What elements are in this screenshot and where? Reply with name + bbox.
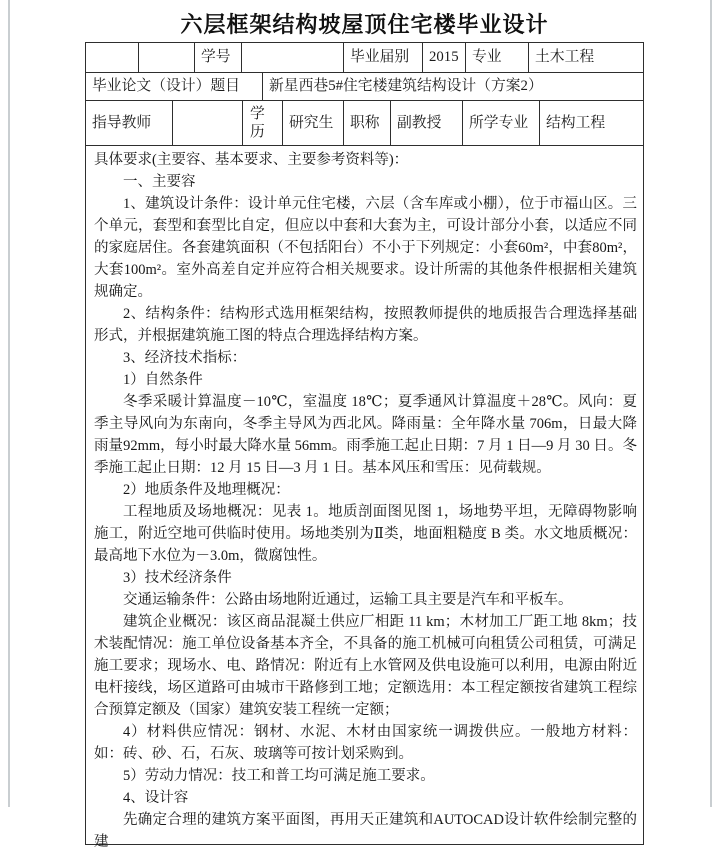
- graduation-class-label: 毕业届别: [344, 43, 423, 72]
- requirement-paragraph: 1、建筑设计条件：设计单元住宅楼，六层（含车库或小棚），位于市福山区。三个单元，套型和套型比自定，但应以中套和大套为主，可设计部分小套，以适应不同的家庭居住。各套建筑面积（不包括阳台）不小于下列规定：小套60m²，中套80m²，大套100m²。室外高差自定并应符合相关规要求。设计所需的其他条件根据相关建筑规确定。: [94, 196, 637, 300]
- requirement-paragraph: 2）地质条件及地理概况：: [123, 482, 290, 498]
- requirement-paragraph: 工程地质及场地概况：见表 1。地质剖面图见图 1，场地势平坦，无障碍物影响施工，附近空地可供临时使用。场地类别为Ⅱ类，地面粗糙度 B 类。水文地质概况：最高地下水位为－3.0m，微腐蚀性。: [94, 504, 637, 564]
- requirements-heading: 具体要求(主要容、基本要求、主要参考资料等)：: [94, 152, 409, 168]
- degree-value: 研究生: [283, 101, 344, 145]
- document-content: [85, 10, 644, 850]
- requirement-paragraph: 先确定合理的建筑方案平面图，再用天正建筑和AUTOCAD设计软件绘制完整的建: [94, 812, 637, 850]
- requirement-paragraph: 建筑企业概况：该区商品混凝土供应厂相距 11 km；木材加工厂距工地 8km；技术装配情况：施工单位设备基本齐全，不具备的施工机械可向租赁公司租赁，可满足施工要求；现场水、电、路情况：附近有上水管网及供电设施可以利用，电源由附近电杆接线，场区道路可由城市干路修到工地；定额选用：本工程定额按省建筑工程综合预算定额及（国家）建筑安装工程统一定额；: [94, 614, 637, 718]
- advisor-value: [173, 101, 243, 145]
- major-value: 土木工程: [535, 49, 595, 66]
- info-row-3: [86, 101, 643, 145]
- requirement-paragraph: 一、主要容: [123, 174, 196, 190]
- advisor-label: 指导教师: [86, 101, 173, 145]
- graduation-class-value: 2015: [423, 43, 466, 72]
- blank-cell: [139, 43, 195, 72]
- info-row-1: [86, 43, 643, 73]
- rank-value: 副教授: [391, 101, 463, 145]
- student-id-label: 学号: [195, 43, 242, 72]
- requirement-paragraph: 冬季采暖计算温度－10℃，室温度 18℃；夏季通风计算温度＋28℃。风向：夏季主导风向为东南向，冬季主导风为西北风。降雨量：全年降水量 706m，日最大降雨量92mm，每小时最大降水量 56mm。雨季施工起止日期：7 月 1 日—9 月 30 日。冬季施工起止日期：12 月 15 日—3 月 1 日。基本风压和雪压：见荷载规。: [94, 394, 637, 476]
- requirement-paragraph: 3）技术经济条件: [123, 570, 232, 586]
- info-row-2: [86, 73, 643, 101]
- page-left-edge: [8, 0, 10, 807]
- requirement-paragraph: 1）自然条件: [123, 372, 203, 388]
- degree-label: 学历: [243, 101, 283, 145]
- major-label: 专业: [466, 43, 529, 72]
- page-right-edge: [710, 0, 712, 807]
- requirement-paragraph: 2、结构条件：结构形式选用框架结构，按照教师提供的地质报告合理选择基础形式，并根据建筑施工图的特点合理选择结构方案。: [94, 306, 637, 344]
- requirement-paragraph: 5）劳动力情况：技工和普工均可满足施工要求。: [123, 768, 435, 784]
- thesis-title-label: 毕业论文（设计）题目: [86, 73, 263, 100]
- blank-cell: [86, 43, 139, 72]
- requirement-paragraph: 3、经济技术指标：: [123, 350, 247, 366]
- studied-major-value: 结构工程: [546, 114, 606, 131]
- requirements-section: [85, 145, 644, 850]
- requirement-paragraph: 4、设计容: [123, 790, 189, 806]
- thesis-title-value: 新星西巷5#住宅楼建筑结构设计（方案2）: [269, 78, 543, 95]
- page-title: 六层框架结构坡屋顶住宅楼毕业设计: [180, 12, 549, 37]
- requirement-paragraph: 交通运输条件：公路由场地附近通过，运输工具主要是汽车和平板车。: [123, 592, 573, 608]
- requirement-paragraph: 4）材料供应情况：钢材、水泥、木材由国家统一调拨供应。一般地方材料：如：砖、砂、石，石灰、玻璃等可按计划采购到。: [94, 724, 637, 762]
- info-table: [85, 42, 644, 146]
- student-id-value: [242, 43, 344, 72]
- studied-major-label: 所学专业: [463, 101, 540, 145]
- rank-label: 职称: [344, 101, 391, 145]
